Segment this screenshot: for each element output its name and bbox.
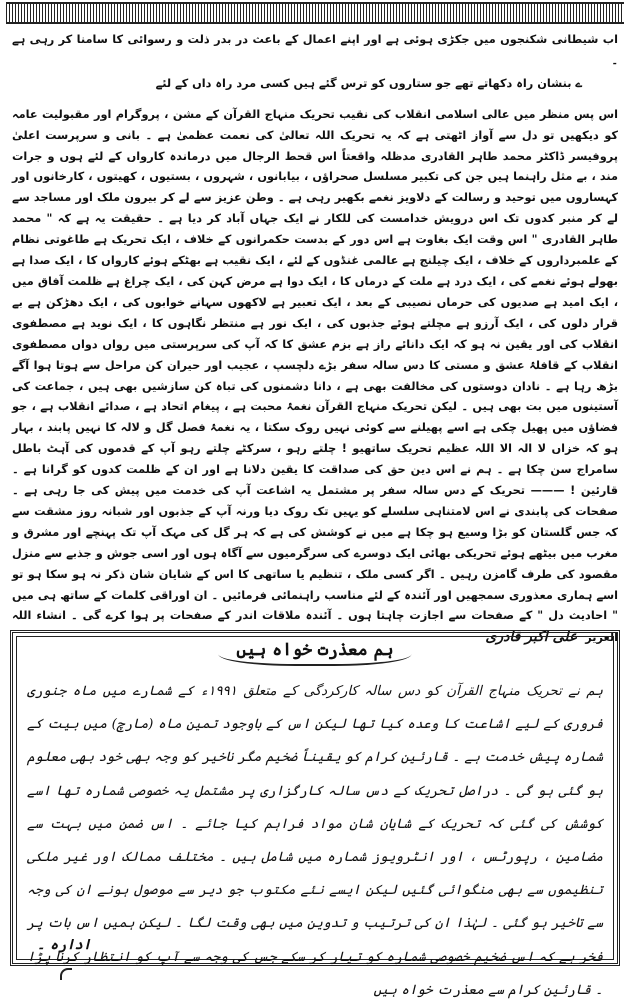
notice-title: ہم معذرت خواہ ہیں — [218, 637, 411, 666]
page-corner-mark — [60, 968, 72, 980]
article-paragraph-1: اب شیطانی شکنجوں میں جکڑی ہوئی ہے اور اپنے اعمال کے باعث در بدر ذلت و رسوائی کا سامنا کر رہی ہے ۔ — [12, 33, 618, 67]
editorial-article — [12, 30, 618, 655]
notice-signature: ادارہ ۔ — [37, 937, 92, 953]
apology-notice-box — [10, 630, 620, 998]
article-paragraph-main — [12, 105, 618, 650]
decorative-top-border — [6, 2, 624, 24]
notice-body: ہم نے تحریک منہاج القرآن کو دس سالہ کارکردگی کے متعلق ۱۹۹۱ء کے شمارے میں ماہ جنوری فروری کے لیے اشاعت کا وعدہ کیا تھا لیکن اس کے باوجود تمین ماہ (مارچ) میں بیت کے شمارہ پیش خدمت ہے ۔ قارئین کرام کو یقیناً ضخیم مگر ناخیر کو وجہ بھی خود بھی معلوم ہو گئی ہو گی ۔ دراصل تحریک کے دس سالہ کارگزاری پر مشتمل یہ خصوصی شمارہ تھا اسے کوشش کی گئی کہ تحریک کے شایان شان مواد فراہم کیا جائے ۔ اس ضمن میں بہت سے مضامین ، رپورٹس ، اور انٹرویوز شمارہ میں شامل ہیں ۔ مختلف ممالک اور غیر ملکی تنظیموں سے بھی منگوائی گئیں لیکن ایسے نئے مکتوب جو دیر سے موصول ہونے ان کی وجہ سے تاخیر ہو گئی ۔ لہٰذا ان کی ترتیب و تدوین میں بھی وقت لگا ۔ لیکن ہمیں اس بات پر فخر ہے کہ اس ضخیم خصوصی شمارہ کو تیار کر سکے جس کی وجہ سے آپ کو انتظار کرنا پڑا ۔ قارئین کرام سے معذرت خواہ ہیں — [27, 684, 604, 998]
article-paragraph-main-text: اس پس منظر میں عالی اسلامی انقلاب کی نقیب تحریک منہاج القرآن کے مشن ، پروگرام اور مقبولیت عامہ کو دیکھیں تو دل سے آواز اٹھتی ہے کہ یہ تحریک اللہ تعالیٰ کی نعمت عظمیٰ ہے ۔ بانی و سرپرست اعلیٰ پروفیسر ڈاکٹر محمد طاہر القادری مدظلہ واقعتاً اس قحط الرجال میں درماندہ کارواں کے لئے ہوں و جرات مند ، بے مثل راہنما ہیں جن کی تکبیر مسلسل صحراؤں ، بیابانوں ، شہروں ، بستیوں ، کھیتوں ، کارخانوں اور کہساروں میں توحید و رسالت کے دلاویز نغمے بکھیر رہی ہے ۔ وطن عزیز سے لے کر بیرون ملک اور مساجد سے لے کر منبر کدوں تک اس درویش خدامست کی للکار نے ایک جہاں آباد کر دیا ہے ۔ حقیقت یہ ہے کہ " محمد طاہر القادری " اس وقت ایک بغاوت ہے اس دور کے بدست حکمرانوں کے خلاف ، ایک تحریک ہے طاغوتی نظام کے علمبرداروں کے خلاف ، ایک چیلنج ہے عالمی غنڈوں کے لئے ، ایک نقیب ہے بھٹکے ہوئے کارواں کا ، ایک صدا ہے بھولے ہوئے نغمے کی ، ایک درد ہے ملت کے درماں کا ، ایک دوا ہے مرض کہن کی ، ایک چراغ ہے ظلمت آفاق میں ، ایک امید ہے صدیوں کی حرماں نصیبی کے بعد ، ایک تعبیر ہے لاکھوں سہانے خوابوں کی ، ایک دھڑکن ہے بے قرار دلوں کی ، ایک آرزو ہے مچلتے ہوئے جذبوں کی ، ایک نور ہے منتظر نگاہوں کا ، ایک نوید ہے مصطفوی انقلاب کی اور یقین نہ ہو کہ ایک دانائے راز ہے بزم عشق کا کہ آپ کی سرپرستی میں رواں دواں مصطفوی انقلاب کے قافلۂ عشق و مستی کا دس سالہ سفر بڑے دلچسپ ، عجیب اور حیران کن مراحل سے ہوتا ہوا آگے بڑھ رہا ہے ۔ نادان دوستوں کی مخالفت بھی ہے ، دانا دشمنوں کی تباہ کن سازشیں بھی ہیں ، جماعت کی آستینوں میں بت بھی ہیں ۔ لیکن تحریک منہاج القرآن نغمۂ محبت ہے ، پیغام اتحاد ہے ، صدائے انقلاب ہے ، جو فضاؤں میں پھیل چکی ہے اسے پھیلنے سے کوئی نہیں روک سکتا ، یہ نغمۂ فصل گل و لالہ کا نہیں پابند ، بہار ہو کہ خزاں لا الہ الا اللہ عظیم تحریک ساتھیو ! چلتے رہو ، سرکٹے چلتے رہو آپ کے قدموں کی آہٹ باطل سامراج سن چکا ہے ۔ ہم نے اس دین حق کی صداقت کا یقین دلانا ہے اور ان کے ظلمت کدوں کو گرانا ہے ۔ قارئین ! ——— تحریک کے دس سالہ سفر پر مشتمل یہ اشاعت آپ کی خدمت میں پیش کی جا رہی ہے ۔ صفحات کی پابندی نے اس لامتناہی سلسلے کو یہیں تک روک دیا ورنہ آپ کے جذبوں اور شبانہ روز مشقت سے کہ جس گلستان کو بڑا وسیع ہو چکا ہے میں نے کوشش کی ہے کہ ہر گل کی مہک آپ تک پہنچے اور مشرق و مغرب میں بیٹھے ہوئے تحریکی بھائی ایک دوسرے کی سرگرمیوں سے آگاہ ہوں اور اسی جوش و جذبے سے منزل مقصود کی طرف گامزن رہیں ۔ اگر کسی ملک ، تنظیم یا ساتھی کا اس کے شایان شان ذکر نہ ہو سکا ہو تو اسے ہماری معذوری سمجھیں اور آئندہ کے لئے مناسب راہنمائی فرمائیں ۔ ان اوراقی کلمات کے ساتھ ہی میں " احادیث دل " کے صفحات سے اجازت چاہتا ہوں ۔ آئندہ ملاقات اندر کے صفحات پر ہوا کرے گی ۔ انشاء اللہ العزیز — [12, 107, 618, 645]
article-verse: ے بنشان راہ دکھاتے تھے جو ستاروں کو ترس گئے ہیں کسی مرد راہ داں کے لئے — [155, 76, 582, 90]
author-signature: علی اکبر قادری — [485, 629, 578, 646]
